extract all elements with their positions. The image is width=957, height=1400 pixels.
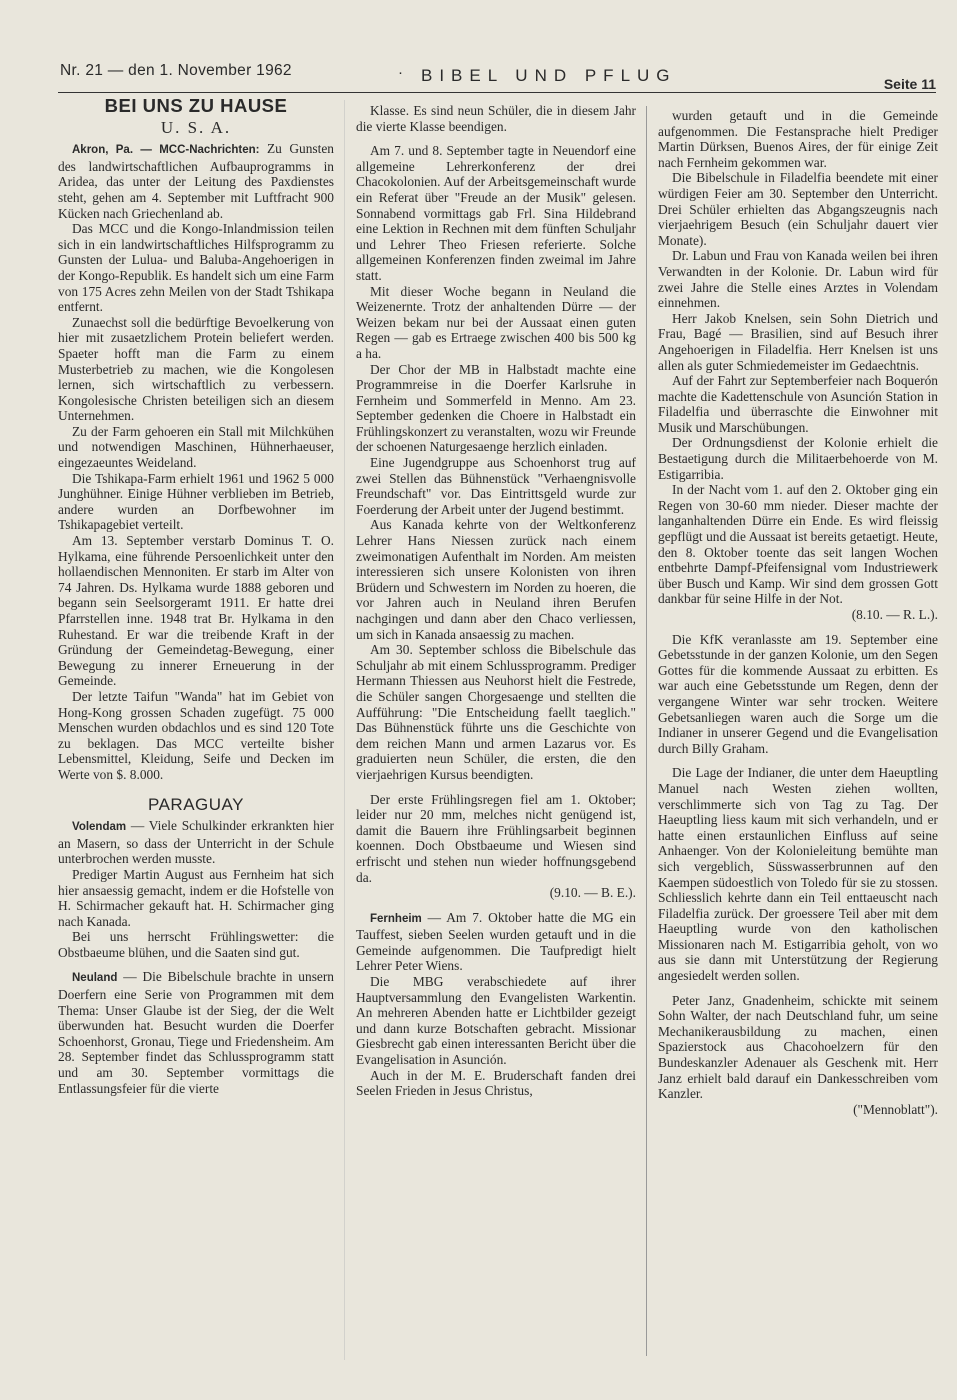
article-paragraph: Aus Kanada kehrte von der Weltkonferenz Lehrer Hans Niessen zurück nach einem zweimonatigen Aufenthalt im Norden. Am meisten interessieren sich unsere Kolonisten von ihren Brüdern und Schwestern im Norden zu hoeren, die vor Jahren auch in Neuland ihren Berufen nachgingen und dann aber den Chaco verliessen, um sich in Kanada ansaessig zu machen. xyxy=(356,517,636,642)
article-paragraph: Mit dieser Woche begann in Neuland die Weizenernte. Trotz der anhaltenden Dürre — der Weizen bekam nur bei der Aussaat einen guten Regen — gab es Ertraege zwischen 400 bis 500 kg a ha. xyxy=(356,283,636,361)
article-paragraph: In der Nacht vom 1. auf den 2. Oktober ging ein Regen von 30-60 mm nieder. Dieser machte der langanhaltenden Dürre ein Ende. Es wird fleissig gepflügt und die Aussaat ist bereits getaetigt. Heute, den 8. Oktober toente das seit langen Wochen entbehrte Dampf-Pfeifensignal vom Industriewerk über Busch und Kamp. Wir sind dem grossen Gott dankbar für seine Hilfe in der Not. (8.10. — R. L.). xyxy=(658,482,938,622)
article-paragraph: Der erste Frühlingsregen fiel am 1. Oktober; leider nur 20 mm, melches nicht genügend ist, damit die Bauern ihre Frühlingsarbeit beginnen koennen. Doch Obstbaeume und Wiesen sind erfrischt und stehen nun wieder hoffnungsgebend da. (9.10. — B. E.). xyxy=(356,791,636,901)
article-paragraph: Das MCC und die Kongo-Inlandmission teilen sich in ein landwirtschaftliches Hilfsprogramm zu Gunsten der Lulua- und Baluba-Angehoerigen in der Kongo-Republik. Es handelt sich um eine Farm von 175 Acres zehn Meilen von der Stadt Tshikapa entfernt. xyxy=(58,221,334,315)
article-paragraph: wurden getauft und in die Gemeinde aufgenommen. Die Festansprache hielt Prediger Martin Dürksen, Buenos Aires, der für einige Zeit nach Fernheim gekommen war. xyxy=(658,108,938,170)
signature: ("Mennoblatt"). xyxy=(853,1101,938,1117)
article-paragraph: Prediger Martin August aus Fernheim hat sich hier ansaessig gemacht, indem er die Hofstelle von H. Schirmacher gekauft hat. H. Schirmacher ging nach Kanada. xyxy=(58,866,334,929)
publication-title: BIBEL UND PFLUG xyxy=(421,66,677,85)
dateline: Akron, Pa. — MCC-Nachrichten: xyxy=(72,144,260,157)
column-3 xyxy=(658,108,938,1117)
article-paragraph: Die Tshikapa-Farm erhielt 1961 und 1962 5 000 Junghühner. Einige Hühner verblieben im Betrieb, andere wurden an Dorfbewohner im Tshikapagebiet verteilt. xyxy=(58,470,334,533)
article-paragraph: Neuland — Die Bibelschule brachte in unsern Doerfern eine Serie von Programmen mit dem Thema: Unser Glaube ist der Sieg, der die Welt überwunden hat. Besucht wurden die Doerfer Schoenhorst, Gronau, Tiege und Friedensheim. Am 28. September findet das Schlussprogramm statt und am 30. September vormittags die Entlassungsfeier für die vierte xyxy=(58,969,334,1096)
article-paragraph: Zunaechst soll die bedürftige Bevoelkerung von hier mit zusaetzlichem Protein beliefert werden. Spaeter hofft man die Farm zu einem Musterbetrieb zu machen, wie die Kongolesen lernen, sich wirtschaftlich zu verbessern. Kongolesische Christen beteiligen sich an diesem Unternehmen. xyxy=(58,314,334,424)
dateline: Fernheim xyxy=(370,912,422,925)
article-paragraph: Am 30. September schloss die Bibelschule das Schuljahr ab mit einem Schlussprogramm. Prediger Hermann Thiessen aus Neuhorst hielt die Festrede, die Schüler sangen Chorgesaenge und stellten die Aufführung: "Die Entscheidung faellt taeglich." Das Bühnenstück führte uns die Geschichte von dem reichen Mann und armen Lazarus vor. Es graduierten neun Schüler, die ersten, die den vierjaehrigen Kursus beendigten. xyxy=(356,642,636,782)
column-divider-left xyxy=(344,100,345,1360)
article-paragraph: Am 13. September verstarb Dominus T. O. Hylkama, eine führende Persoenlichkeit unter den hollaendischen Mennoniten. Er starb im Alter von 74 Jahren. Ds. Hylkama wurde 1888 geboren und begann sein Seelsorgeramt 1911. Er hatte drei Pfarrstellen inne. 1948 trat Br. Hylkama in den Ruhestand. Er war die treibende Kraft in der Gründung der Gemeindetag-Bewegung, einer Bewegung zu innerer Erneuerung in der Gemeinde. xyxy=(58,533,334,689)
article-paragraph: Klasse. Es sind neun Schüler, die in diesem Jahr die vierte Klasse beendigen. xyxy=(356,103,636,134)
paraguay-heading: PARAGUAY xyxy=(148,794,244,814)
article-paragraph: Der Chor der MB in Halbstadt machte eine Programmreise in die Doerfer Karlsruhe in Fernheim und Sommerfeld in Menno. Am 23. September gedenken die Choere in Halbstadt ein Frühlingskonzert zu veranstalten, wozu wir Freunde der schoenen Naturgesaenge herzlich einladen. xyxy=(356,361,636,455)
usa-heading: U. S. A. xyxy=(160,117,232,137)
article-paragraph: Fernheim — Am 7. Oktober hatte die MG ein Tauffest, sieben Seelen wurden getauft und in die Gemeinde aufgenommen. Die Taufpredigt hielt Lehrer Peter Wiens. xyxy=(356,909,636,974)
article-paragraph: Die Lage der Indianer, die unter dem Haeuptling Manuel nach Westen ziehen wollten, verschlimmerte sich von Tag zu Tag. Der Haeuptling liess kaum mit sich verhandeln, und er hatte einen erstaunlichen Einfluss auf seine Anhaenger. Von der Kolonieleitung bemühte man sich vergeblich, Süsswasserbrunnen auf den Kaempen südoestlich von Toledo für sie zu stossen. Schliesslich kehrte dann ein Teil enttaeuscht nach Filadelfia zurück. Der groessere Teil aber mit dem Haeuptling wurde von den katholischen Missionaren nach M. Estigarribia geholt, von wo aus sie dann mit Unterstützung der Regierung angesiedelt werden sollen. xyxy=(658,765,938,984)
article-paragraph: Akron, Pa. — MCC-Nachrichten: Zu Gunsten des landwirtschaftlichen Aufbauprogramms in Aridea, das unter der Leitung des Paxdienstes steht, gehen am 4. September mit Luftfracht 900 Kücken nach Griechenland ab. xyxy=(58,141,335,221)
article-paragraph: Die MBG verabschiedete auf ihrer Hauptversammlung den Evangelisten Warkentin. An mehreren Abenden hatte er Lichtbilder gezeigt und dann kurze Botschaften gebracht. Missionar Giesbrecht gab einen interessanten Bericht über die Evangelisation in Asunción. xyxy=(356,974,636,1068)
page-header xyxy=(58,58,936,93)
article-paragraph: Der Ordnungsdienst der Kolonie erhielt die Bestaetigung durch die Militaerbehoerde von M. Estigarribia. xyxy=(658,435,938,482)
article-paragraph: Bei uns herrscht Frühlingswetter: die Obstbaeume blühen, und die Saaten sind gut. xyxy=(58,929,334,960)
article-paragraph: Herr Jakob Knelsen, sein Sohn Dietrich und Frau, Bagé — Brasilien, sind auf Besuch ihrer Angehoerigen in Filadelfia. Herr Knelsen ist uns allen als guter Schmiedemeister im Gedaechtnis. xyxy=(658,310,938,373)
dateline: Volendam xyxy=(72,821,127,834)
column-1 xyxy=(58,95,335,1096)
article-paragraph: Zu der Farm gehoeren ein Stall mit Milchkühen und notwendigen Maschinen, Hühnerhaeuser, eingezaeuntes Weideland. xyxy=(58,423,334,471)
issue-date: Nr. 21 — den 1. November 1962 xyxy=(60,62,292,79)
dateline: Neuland xyxy=(72,972,118,985)
article-paragraph: Der letzte Taifun "Wanda" hat im Gebiet von Hong-Kong grossen Schaden zugefügt. 75 000 Menschen wurden obdachlos und es sind 120 Tote zu beklagen. Das MCC verteilte bisher Lebensmittel, Kleidung, Seife und Decken im Werte von $. 8.000. xyxy=(58,688,334,782)
article-paragraph: Die KfK veranlasste am 19. September eine Gebetsstunde in der ganzen Kolonie, um den Segen Gottes für die kommende Aussaat zu erbitten. Es war auch eine Gebetsstunde um Regen, denn der vergangene Winter war sehr trocken. Weitere Gebetsanliegen waren auch die Sorge um die Indianer in unserer Gegend und die Evangelisation durch Billy Graham. xyxy=(658,631,938,756)
article-paragraph: Auch in der M. E. Bruderschaft fanden drei Seelen Frieden in Jesus Christus, xyxy=(356,1067,636,1099)
article-paragraph: Auf der Fahrt zur Septemberfeier nach Boquerón machte die Kadettenschule von Asunción Station in Filadelfia und überraschte die Einwohner mit Musik und Marschübungen. xyxy=(658,373,938,435)
section-heading: BEI UNS ZU HAUSE xyxy=(104,95,288,116)
article-paragraph: Peter Janz, Gnadenheim, schickte mit seinem Sohn Walter, der nach Deutschland fuhr, um seine Mechanikerausbildung zu machen, einen Spazierstock aus Chacohoelzern für den Bundeskanzler Adenauer als Geschenk mit. Herr Janz erhielt bald darauf ein Dankesschreiben vom Kanzler. ("Mennoblatt"). xyxy=(658,992,938,1117)
article-paragraph: Volendam — Viele Schulkinder erkrankten hier an Masern, so dass der Unterricht in der Schule unterbrochen werden musste. xyxy=(58,818,334,867)
article-paragraph: Dr. Labun und Frau von Kanada weilen bei ihren Verwandten in der Kolonie. Dr. Labun wird für zwei Jahre die Stelle eines Arztes in Volendam einnehmen. xyxy=(658,248,938,311)
article-paragraph: Am 7. und 8. September tagte in Neuendorf eine allgemeine Lehrerkonferenz der drei Chacokolonien. Auf der Arbeitsgemeinschaft wurde ein Referat über "Freude an der Musik" gelesen. Sonnabend vormittags gab Frl. Sina Hildebrand eine Lektion in Rechnen mit dem fünften Schuljahr und Lehrer Theo Friesen referierte. Solche allgemeinen Konferenzen finden zweimal im Jahre statt. xyxy=(356,143,636,283)
article-paragraph: Eine Jugendgruppe aus Schoenhorst trug auf zwei Stellen das Bühnenstück "Verhaengnisvolle Freundschaft" vor. Das Eintrittsgeld wurde zur Foerderung der Arbeit unter der Jugend bestimmt. xyxy=(356,455,636,517)
signature: (8.10. — R. L.). xyxy=(851,607,938,622)
header-separator: · xyxy=(398,64,403,81)
page-number: Seite 11 xyxy=(883,76,936,92)
column-divider-right xyxy=(646,106,647,1356)
article-paragraph: Die Bibelschule in Filadelfia beendete mit einer würdigen Feier am 30. September den Unterricht. Drei Schüler erhielten das Abgangszeugnis nach vierjaehrigem Besuch (ein Schuljahr dauert vier Monate). xyxy=(658,170,938,248)
signature: (9.10. — B. E.). xyxy=(549,885,636,901)
column-2 xyxy=(356,103,636,1099)
